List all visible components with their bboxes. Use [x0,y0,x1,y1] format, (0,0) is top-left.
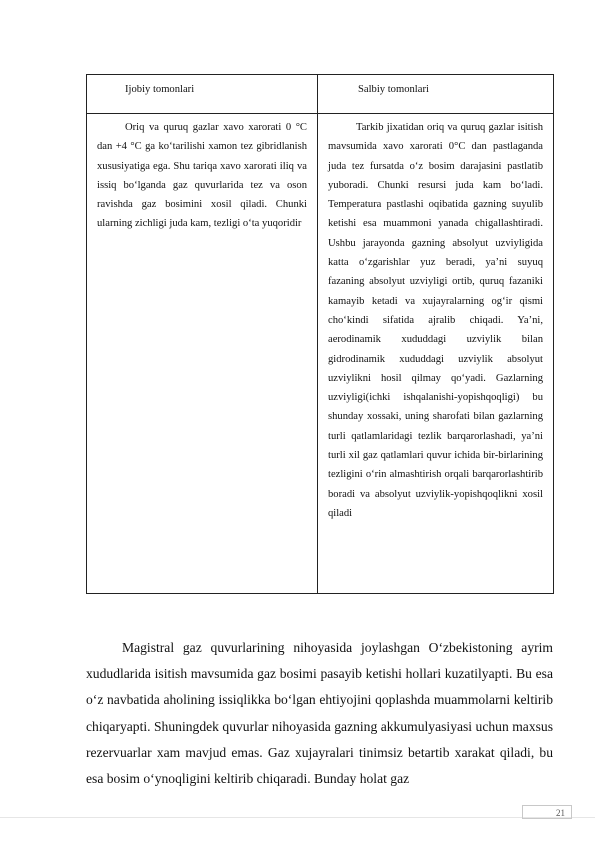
body-paragraph: Magistral gaz quvurlarining nihoyasida joylashgan O‘zbekistoning ayrim xududlarida isitish mavsumida gaz bosimi pasayib ketishi hollari kuzatilyapti. Bu esa o‘z navbatida aholining issiqlikka bo‘lgan ehtiyojini qoplashda muammolarni keltirib chiqaryapti. Shuningdek quvurlar nihoyasida gazning akkumulyasiyasi uchun maxsus rezervuarlar xam mavjud emas. Gaz xujayralari tinimsiz betartib xarakat qiladi, bu esa bosim o‘ynoqligini keltirib chiqaradi. Bunday holat gaz [86,640,553,787]
footer-divider [0,817,595,818]
page-number: 21 [522,805,572,819]
table-body-row [87,114,554,594]
comparison-table [86,74,554,594]
positive-cell [87,114,318,594]
table-header-row [87,75,554,114]
header-cell-positive [87,75,318,114]
header-positive-label: Ijobiy tomonlari [125,84,195,95]
header-negative-label: Salbiy tomonlari [358,84,429,95]
negative-cell [318,114,554,594]
header-cell-negative [318,75,554,114]
positive-text: Oriq va quruq gazlar xavo xarorati 0 °C dan +4 °C ga ko‘tarilishi xamon tez gibridlanish xususiyatiga ega. Shu tariqa xavo xarorati iliq va issiq bo‘lganda gaz quvurlarida tez va oson ravishda gaz bosimini xosil qiladi. Chunki ularning zichligi juda kam, tezligi o‘ta yuqoridir [97,122,307,230]
negative-text: Tarkib jixatidan oriq va quruq gazlar isitish mavsumida xavo xarorati 0°C dan pastlaganda juda tez fursatda o‘z bosim darajasini pastlatib yuboradi. Chunki resursi juda kam bo‘ladi. Temperatura pastlashi oqibatida gazning suyulib ketishi esa muammoni yanada chigallashtiradi. Ushbu jarayonda gazning absolyut uzviyligida katta o‘zgarishlar yuz beradi, ya’ni suyuq fazaning absolyut uzviyligi ortib, quruq fazaniki kamayib ketadi va xujayralarning og‘ir qismi cho‘kindi sifatida ajralib chiqadi. Ya’ni, aerodinamik xududdagi uzviylik bilan gidrodinamik xududdagi uzviylik absolyut uzviylikni hosil qilmay qo‘yadi. Gazlarning uzviyligi(ichki ishqalanishi-yopishqoqligi) bu shunday xossaki, uning sharofati bilan gazlarning turli qatlamlaridagi tezlik barqarorlashadi, ya’ni turli xil gaz qatlamlari quvur ichida bir-birlarining tezligini o‘rin almashtirish orqali barqarorlashtirib boradi va absolyut uzviylik-yopishqoqlikni xosil qiladi [328,122,543,519]
